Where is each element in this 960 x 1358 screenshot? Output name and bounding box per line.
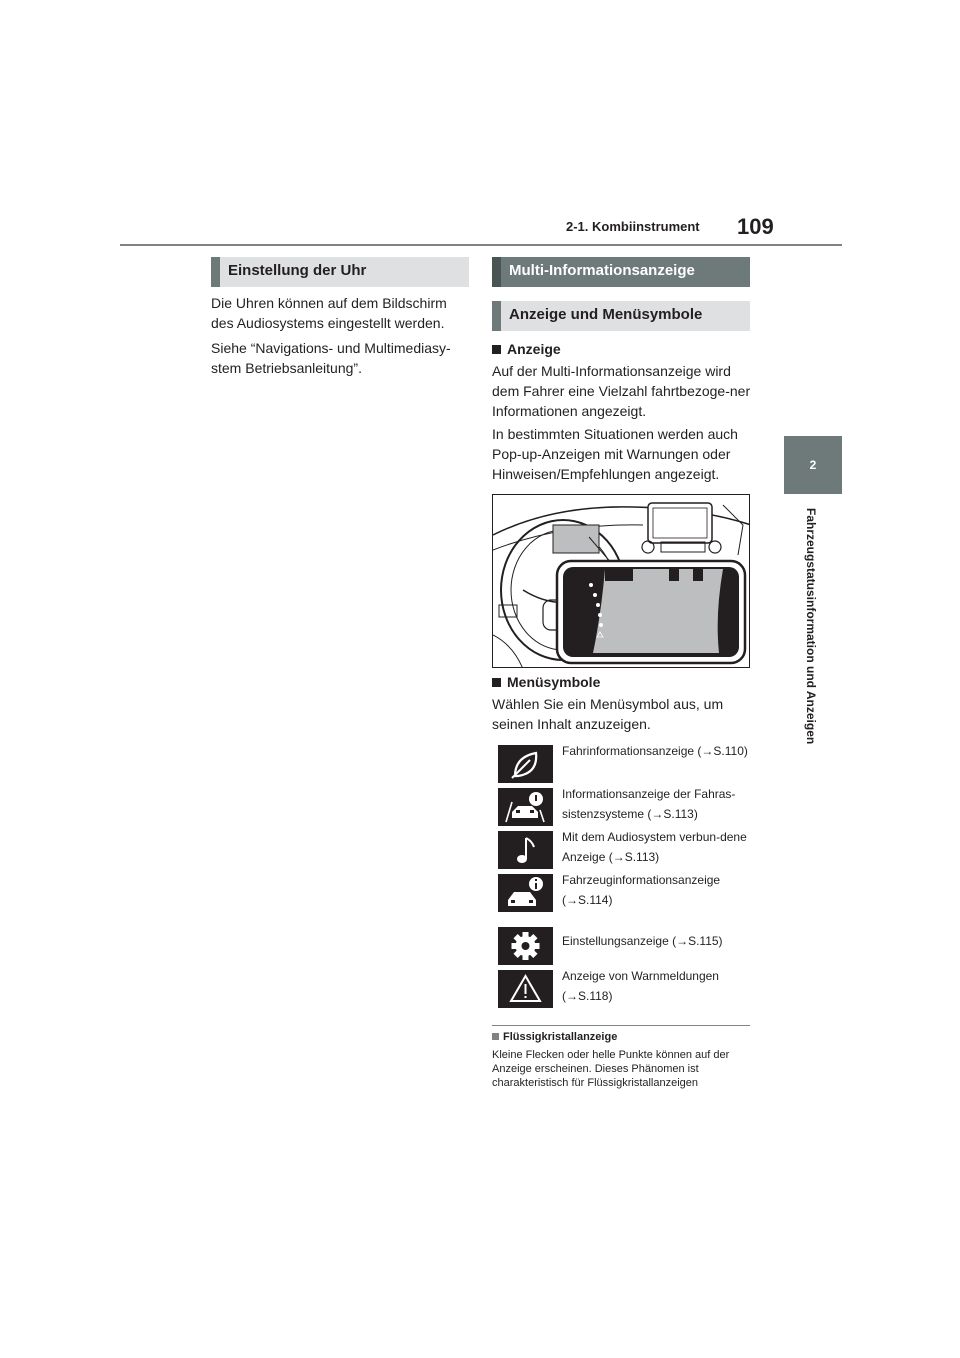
- gear-icon: [498, 927, 553, 965]
- menu-item-label: Mit dem Audiosystem verbun-dene Anzeige (→S.113): [562, 830, 747, 864]
- warning-icon: [498, 970, 553, 1008]
- menu-intro-paragraph: Wählen Sie ein Menüsymbol aus, um seinen Inhalt anzuzeigen.: [492, 696, 724, 732]
- menu-item-label: Fahrzeuginformationsanzeige (→S.114): [562, 873, 721, 907]
- clock-paragraph-1: Die Uhren können auf dem Bildschirm des Audiosystems eingestellt werden.: [211, 295, 447, 331]
- note-heading-label: Flüssigkristallanzeige: [503, 1031, 618, 1043]
- display-bullet-label: Anzeige: [507, 341, 561, 357]
- bullet-square-icon: [492, 678, 501, 687]
- header-rule: [120, 244, 842, 246]
- menu-bullet-label: Menüsymbole: [507, 674, 601, 690]
- menu-item-label: Informationsanzeige der Fahras-sistenzsysteme (→S.113): [562, 787, 736, 821]
- chapter-title: Fahrzeugstatusinformation und Anzeigen: [804, 508, 818, 745]
- section-title: 2-1. Kombiinstrument: [566, 219, 700, 234]
- menu-item-label: Einstellungsanzeige (→S.115): [562, 934, 723, 948]
- menu-item-settings: [498, 927, 750, 965]
- menu-item-label: Anzeige von Warnmeldungen (→S.118): [562, 969, 719, 1003]
- display-paragraph-1: Auf der Multi-Informationsanzeige wird dem Fahrer eine Vielzahl fahrtbezoge-ner Informationen angezeigt.: [492, 363, 751, 419]
- chapter-title-vertical: [802, 508, 822, 758]
- note-text: Kleine Flecken oder helle Punkte können auf der Anzeige erscheinen. Dieses Phänomen ist charakteristisch für Flüssigkristallanzeigen: [492, 1049, 730, 1089]
- note-rule: [492, 1025, 750, 1026]
- multi-info-heading: Multi-Informationsanzeige: [492, 257, 750, 287]
- menu-item-audio: [498, 831, 750, 869]
- note-heading: [492, 1031, 617, 1043]
- bullet-square-icon: [492, 1033, 499, 1040]
- display-bullet-heading: [492, 341, 561, 357]
- page-number: 109: [737, 214, 774, 239]
- bullet-square-icon: [492, 345, 501, 354]
- chapter-tab[interactable]: 2: [784, 436, 842, 494]
- dashboard-drawing: [493, 495, 750, 668]
- driver-assist-icon: [498, 788, 553, 826]
- clock-paragraph-2: Siehe “Navigations- und Multimediasy-stem Betriebsanleitung”.: [211, 340, 451, 376]
- menu-item-warnings: [498, 970, 750, 1008]
- clock-setting-heading: Einstellung der Uhr: [211, 257, 469, 287]
- menu-bullet-heading: [492, 674, 600, 690]
- music-note-icon: [498, 831, 553, 869]
- menu-item-vehicle-info: [498, 874, 750, 912]
- car-info-icon: [498, 874, 553, 912]
- display-menu-subheading: Anzeige und Menüsymbole: [492, 301, 750, 331]
- leaf-icon: [498, 745, 553, 783]
- display-paragraph-2: In bestimmten Situationen werden auch Pop-up-Anzeigen mit Warnungen oder Hinweisen/Empfehlungen angezeigt.: [492, 426, 738, 482]
- dashboard-illustration: [492, 494, 750, 668]
- menu-item-driving-info: [498, 745, 750, 783]
- menu-item-label: Fahrinformationsanzeige (→S.110): [562, 744, 748, 758]
- menu-item-driver-assist: [498, 788, 750, 826]
